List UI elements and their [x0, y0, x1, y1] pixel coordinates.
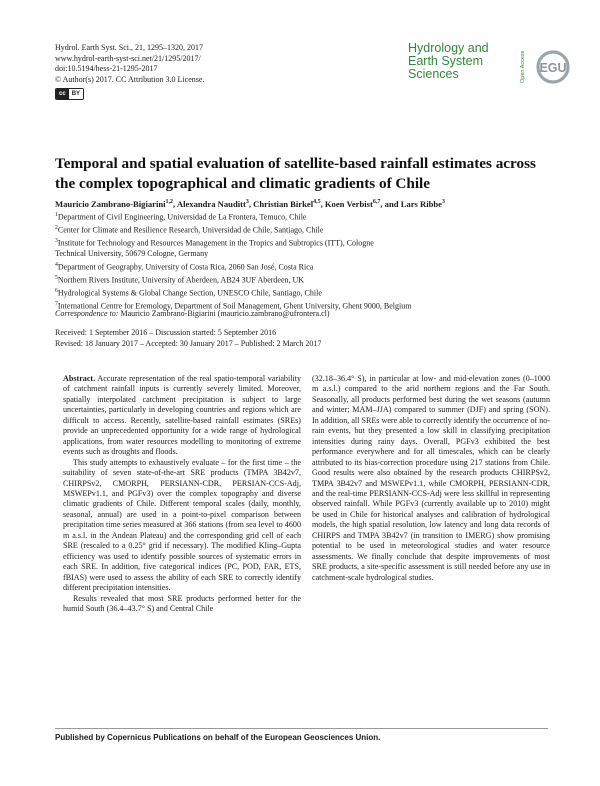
journal-name-line: Hydrology and	[408, 41, 489, 55]
author-name: Koen Verbist	[324, 198, 373, 209]
affiliation-text: Department of Geography, University of Costa Rica, 2060 San José, Costa Rica	[57, 262, 314, 272]
cc-by-license-badge[interactable]	[55, 88, 84, 100]
author-separator: ,	[320, 198, 325, 209]
affiliation-text: Technical University, 50679 Cologne, Germany	[55, 249, 209, 259]
paper-title: Temporal and spatial evaluation of satellite-based rainfall estimates across the complex topographical and climatic gradients of Chile	[55, 155, 536, 192]
abstract-paragraph	[63, 374, 301, 458]
author-name: Mauricio Zambrano-Bigiarini	[55, 198, 166, 209]
publication-history	[55, 328, 321, 349]
affiliation-text: Institute for Technology and Resources Management in the Tropics and Subtropics (ITT), Cologne	[57, 238, 374, 248]
author-name: Lars Ribbe	[400, 198, 442, 209]
correspondence-label: Correspondence to:	[55, 309, 119, 318]
footer-divider	[55, 728, 548, 729]
author-separator: ,	[248, 198, 254, 209]
affiliation-number: 2	[55, 225, 58, 232]
affiliation	[55, 236, 535, 249]
author-list	[55, 197, 555, 210]
affiliation-number: 4	[55, 261, 58, 268]
abstract-right-column	[312, 374, 550, 583]
by-icon: BY	[69, 89, 83, 99]
egu-logo-icon	[532, 45, 578, 89]
correspondence	[55, 309, 330, 320]
affiliation	[55, 286, 535, 299]
author-name: Christian Birkel	[253, 198, 314, 209]
open-access-label: Open Access	[520, 50, 526, 84]
author-affiliation-marker: 3	[442, 199, 445, 205]
correspondence-text[interactable]: Mauricio Zambrano-Bigiarini (mauricio.zambrano@ufrontera.cl)	[120, 309, 330, 318]
author-affiliation-marker: 1,2	[165, 199, 174, 205]
affiliation-number: 6	[55, 288, 58, 295]
affiliation-text: Department of Civil Engineering, Universidad de La Frontera, Temuco, Chile	[57, 212, 307, 222]
publisher-footer: Published by Copernicus Publications on behalf of the European Geosciences Union.	[55, 733, 381, 742]
affiliation-text: Hydrological Systems & Global Change Section, UNESCO Chile, Santiago, Chile	[57, 288, 322, 298]
abstract-text: Accurate representation of the real spatio-temporal variability of catchment rainfall inputs is currently severely limited. Moreover, spatially interpolated catchment precipitation is subject to large uncertainties, particularly in developing countries and regions which are difficult to access. Recently, satellite-based rainfall estimates (SREs) provide an unprecedented opportunity for a wide range of hydrological applications, from water resources modelling to monitoring of extreme events such as droughts and floods.	[63, 374, 301, 457]
affiliation-number: 3	[55, 238, 58, 245]
abstract-paragraph: (32.18–36.4° S), in particular at low- and mid-elevation zones (0–1000 m a.s.l.) compared to the arid northern regions and the Far South. Seasonally, all products performed best during the wet seasons (autumn and winter; MAM–JJA) compared to summer (DJF) and spring (SON). In addition, all SREs were able to correctly identify the occurrence of no-rain events, but they presented a low skill in classifying precipitation intensities during rainy days. Overall, PGFv3 exhibited the best performance everywhere and for all timescales, which can be clearly attributed to its bias-correction procedure using 217 stations from Chile. Good results were also obtained by the research products CHIRPSv2, TMPA 3B42v7 and MSWEPv1.1, while CMORPH, PERSIANN-CDR, and the real-time PERSIANN-CCS-Adj were less skillful in representing observed rainfall. While PGFv3 (currently available up to 2010) might be used in Chile for historical analyses and calibration of hydrological models, the high spatial resolution, low latency and long data records of CHIRPS and TMPA 3B42v7 (in transition to IMERG) show promising potential to be used in meteorological studies and water resource assessments. We finally conclude that despite improvements of most SRE products, a site-specific assessment is still needed before any use in catchment-scale hydrological studies.	[312, 374, 551, 582]
doi[interactable]: doi:10.5194/hess-21-1295-2017	[55, 64, 158, 74]
copyright: © Author(s) 2017. CC Attribution 3.0 License.	[55, 74, 205, 84]
affiliation	[55, 273, 535, 286]
abstract-left-column	[63, 374, 301, 614]
author-separator: ,	[173, 198, 177, 209]
egu-logo-text: EGU	[539, 61, 567, 75]
author-affiliation-marker: 6,7	[372, 199, 381, 205]
citation: Hydrol. Earth Syst. Sci., 21, 1295–1320, 2017	[55, 43, 203, 52]
affiliation-number: 5	[55, 275, 58, 282]
journal-logo	[400, 35, 580, 95]
author-affiliation-marker: 3	[245, 199, 249, 205]
journal-name-line: Sciences	[408, 67, 459, 81]
author-name: Alexandra Nauditt	[176, 198, 246, 209]
author-separator: , and	[380, 198, 401, 209]
affiliation-number: 7	[55, 301, 58, 308]
affiliation-text: International Centre for Eremology, Department of Soil Management, Ghent University, Ghent 9000, Belgium	[57, 302, 412, 312]
abstract-label: Abstract.	[63, 374, 96, 383]
affiliation-text: Northern Rivers Institute, University of Aberdeen, AB24 3UF Aberdeen, UK	[57, 275, 305, 285]
article-url[interactable]: www.hydrol-earth-syst-sci.net/21/1295/2017/	[55, 53, 201, 63]
affiliation	[55, 223, 535, 236]
affiliation-text: Center for Climate and Resilience Research, Universidad de Chile, Santiago, Chile	[57, 225, 324, 235]
dates-published: Revised: 18 January 2017 – Accepted: 30 January 2017 – Published: 2 March 2017	[55, 338, 322, 348]
abstract-paragraph: This study attempts to exhaustively evaluate – for the first time – the suitability of seven state-of-the-art SRE products (TMPA 3B42v7, CHIRPSv2, CMORPH, PERSIANN-CDR, PERSIAN-CCS-Adj, MSWEPv1.1, and PGFv3) over the complex topography and diverse climatic gradients of Chile. Different temporal scales (daily, monthly, seasonal, annual) are used in a point-to-pixel comparison between precipitation time series measured at 366 stations (from sea level to 4600 m a.s.l. in the Andean Plateau) and the corresponding grid cell of each SRE (rescaled to a 0.25° grid if necessary). The modified Kling–Gupta efficiency was used to identify possible sources of systematic errors in each SRE. In addition, five categorical indices (PC, POD, FAR, ETS, fBIAS) were used to assess the ability of each SRE to correctly identify different precipitation intensities.	[63, 457, 301, 593]
article-metadata	[55, 43, 204, 100]
abstract-paragraph: Results revealed that most SRE products performed better for the humid South (36.4–43.7° S) and Central Chile	[63, 593, 301, 613]
affiliation	[55, 260, 535, 273]
affiliation	[55, 249, 535, 260]
journal-name	[408, 42, 489, 81]
journal-name-line: Earth System	[408, 54, 484, 68]
author-affiliation-marker: 4,5	[313, 199, 321, 205]
affiliation-number: 1	[55, 212, 58, 218]
dates-received: Received: 1 September 2016 – Discussion started: 5 September 2016	[55, 328, 277, 337]
affiliation	[55, 210, 535, 223]
cc-icon: cc	[56, 89, 69, 99]
affiliation-list	[55, 210, 535, 313]
